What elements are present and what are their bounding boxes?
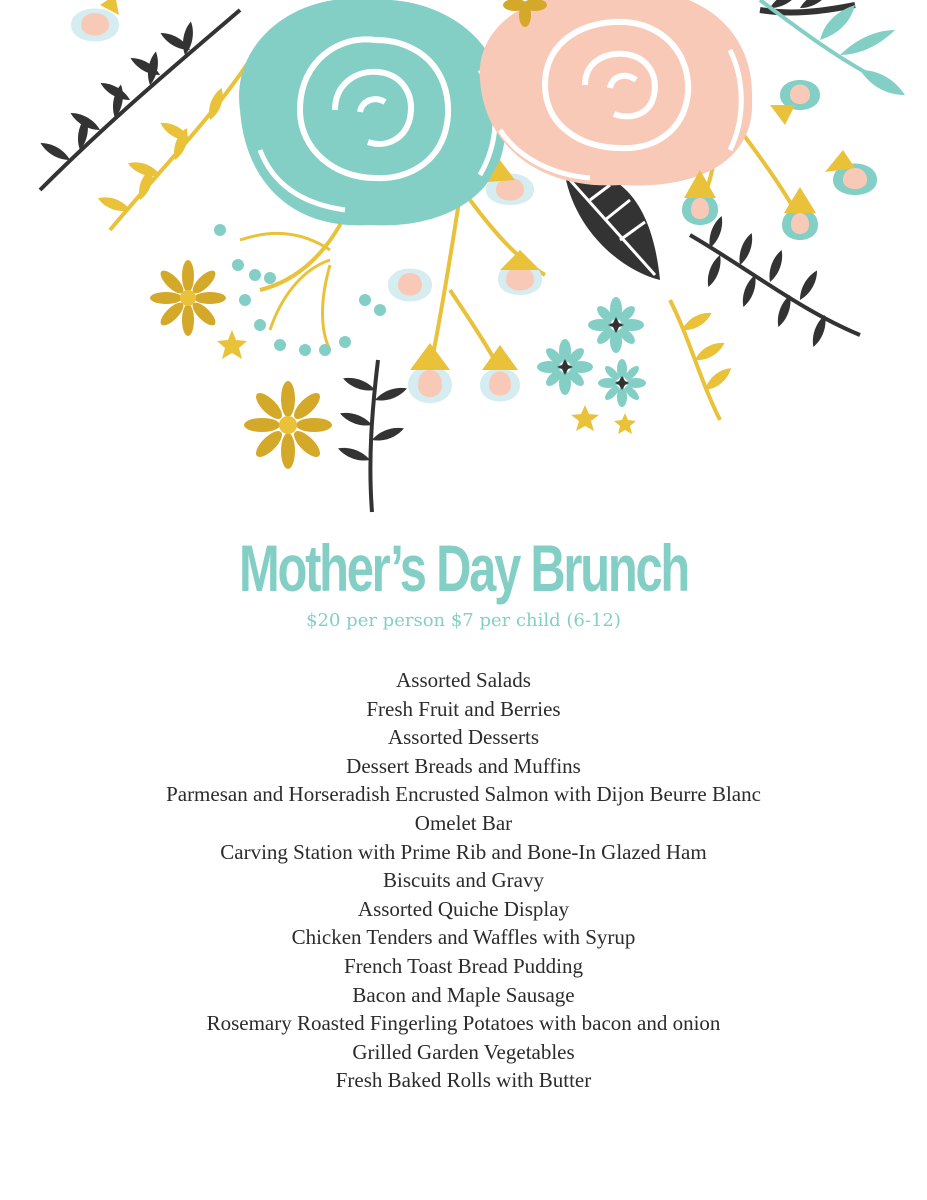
teal-dot-spray <box>214 224 386 356</box>
menu-item: Fresh Fruit and Berries <box>366 696 561 721</box>
menu-item: Assorted Desserts <box>387 725 540 750</box>
teal-rose <box>239 0 505 225</box>
menu-item: Rosemary Roasted Fingerling Potatoes with bacon and onion <box>206 1011 721 1036</box>
menu-list <box>0 666 927 1095</box>
pricing-subtitle: $20 per person $7 per child (6-12) <box>306 610 621 631</box>
menu-item: Fresh Baked Rolls with Butter <box>335 1068 592 1093</box>
menu-item: French Toast Bread Pudding <box>343 953 584 978</box>
menu-item: Carving Station with Prime Rib and Bone-In Glazed Ham <box>220 839 707 864</box>
peach-rose <box>480 0 752 186</box>
menu-item: Parmesan and Horseradish Encrusted Salmon with Dijon Beurre Blanc <box>166 782 761 807</box>
menu-item: Dessert Breads and Muffins <box>346 753 581 778</box>
menu-item: Bacon and Maple Sausage <box>352 982 575 1007</box>
menu-item: Chicken Tenders and Waffles with Syrup <box>291 925 636 950</box>
menu-item: Grilled Garden Vegetables <box>352 1039 575 1064</box>
floral-illustration <box>0 0 927 520</box>
dark-fern-right <box>690 215 860 349</box>
teal-star-flowers <box>537 297 646 407</box>
gold-branch-right <box>670 300 734 420</box>
menu-item: Biscuits and Gravy <box>383 868 544 893</box>
teal-sprig-right <box>760 0 905 95</box>
menu-item: Assorted Quiche Display <box>357 896 570 921</box>
dark-fern-bottom <box>337 360 409 512</box>
menu-item: Omelet Bar <box>414 810 513 835</box>
gold-branch-left <box>96 60 250 230</box>
menu-title: Mother’s Day Brunch <box>238 531 689 605</box>
menu-item: Assorted Salads <box>396 668 531 692</box>
dark-large-leaf <box>565 172 660 280</box>
